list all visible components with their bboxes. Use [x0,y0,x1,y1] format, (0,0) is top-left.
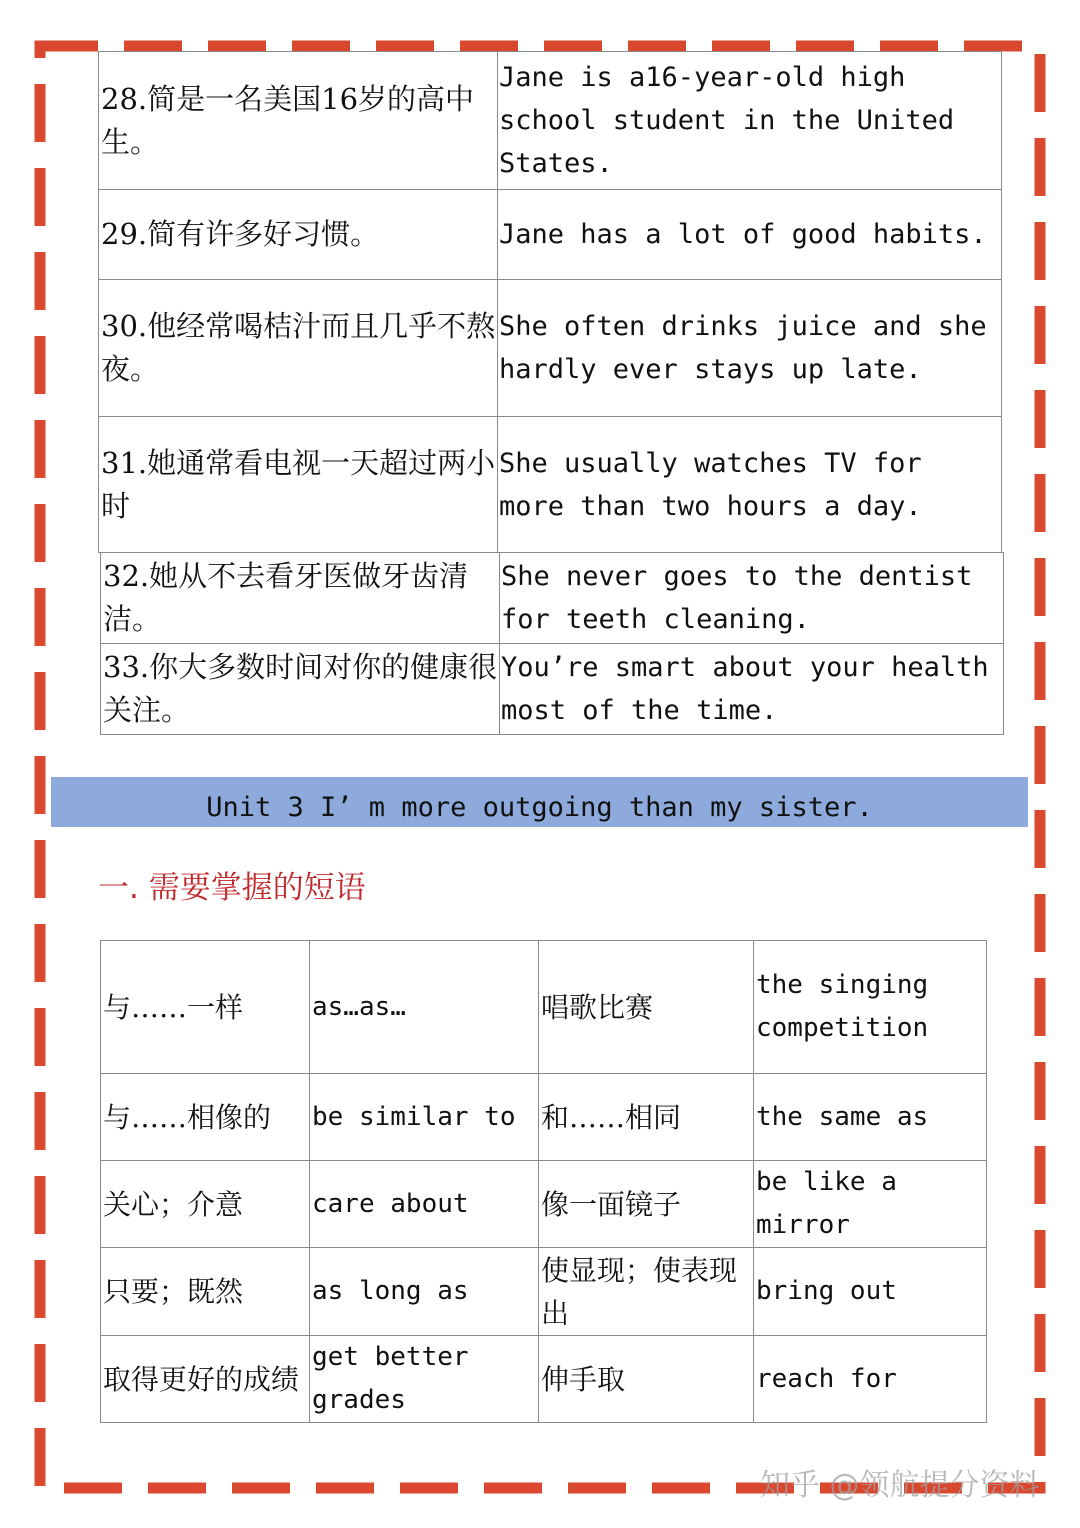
phrase-zh: 与……相像的 [101,1074,310,1161]
sentence-zh: 32.她从不去看牙医做牙齿清洁。 [101,553,500,644]
phrase-en: be similar to [310,1074,539,1161]
sentence-en: She never goes to the dentist for teeth cleaning. [500,553,1004,644]
phrase-en: the same as [754,1074,987,1161]
table-row [99,52,1002,190]
watermark-text: 知乎 @领航提分资料 [760,1468,1040,1503]
table-row [99,280,1002,417]
phrase-zh: 与……一样 [101,941,310,1074]
phrase-zh: 伸手取 [539,1336,754,1423]
phrase-zh: 使显现；使表现出 [539,1248,754,1336]
phrase-zh: 唱歌比赛 [539,941,754,1074]
sentence-zh: 33.你大多数时间对你的健康很关注。 [101,644,500,735]
sentence-en: Jane has a lot of good habits. [498,190,1002,280]
table-row [101,1161,987,1248]
phrase-en: get better grades [310,1336,539,1423]
phrase-zh: 取得更好的成绩 [101,1336,310,1423]
sentence-table-part2 [100,552,1004,735]
phrase-zh: 和……相同 [539,1074,754,1161]
phrase-en: be like a mirror [754,1161,987,1248]
phrase-en: the singing competition [754,941,987,1074]
phrase-zh: 关心；介意 [101,1161,310,1248]
table-row [101,644,1004,735]
sentence-zh: 29.简有许多好习惯。 [99,190,498,280]
table-row [101,941,987,1074]
phrase-en: as long as [310,1248,539,1336]
sentence-en: You’re smart about your health most of the time. [500,644,1004,735]
phrase-en: as…as… [310,941,539,1074]
sentence-en: She usually watches TV for more than two hours a day. [498,417,1002,553]
table-row [99,417,1002,553]
table-row [101,553,1004,644]
sentence-table-part1 [98,51,1002,553]
section-title: 一. 需要掌握的短语 [98,870,366,906]
table-row [101,1336,987,1423]
table-row [101,1074,987,1161]
sentence-zh: 31.她通常看电视一天超过两小时 [99,417,498,553]
phrase-en: bring out [754,1248,987,1336]
sentence-zh: 30.他经常喝桔汁而且几乎不熬夜。 [99,280,498,417]
phrase-zh: 只要；既然 [101,1248,310,1336]
unit-title-banner: Unit 3 I’ m more outgoing than my sister. [51,777,1028,827]
table-row [99,190,1002,280]
phrase-en: reach for [754,1336,987,1423]
table-row [101,1248,987,1336]
phrase-table [100,940,987,1423]
sentence-zh: 28.简是一名美国16岁的高中生。 [99,52,498,190]
sentence-en: She often drinks juice and she hardly ever stays up late. [498,280,1002,417]
phrase-zh: 像一面镜子 [539,1161,754,1248]
sentence-en: Jane is a16-year-old high school student in the United States. [498,52,1002,190]
phrase-en: care about [310,1161,539,1248]
